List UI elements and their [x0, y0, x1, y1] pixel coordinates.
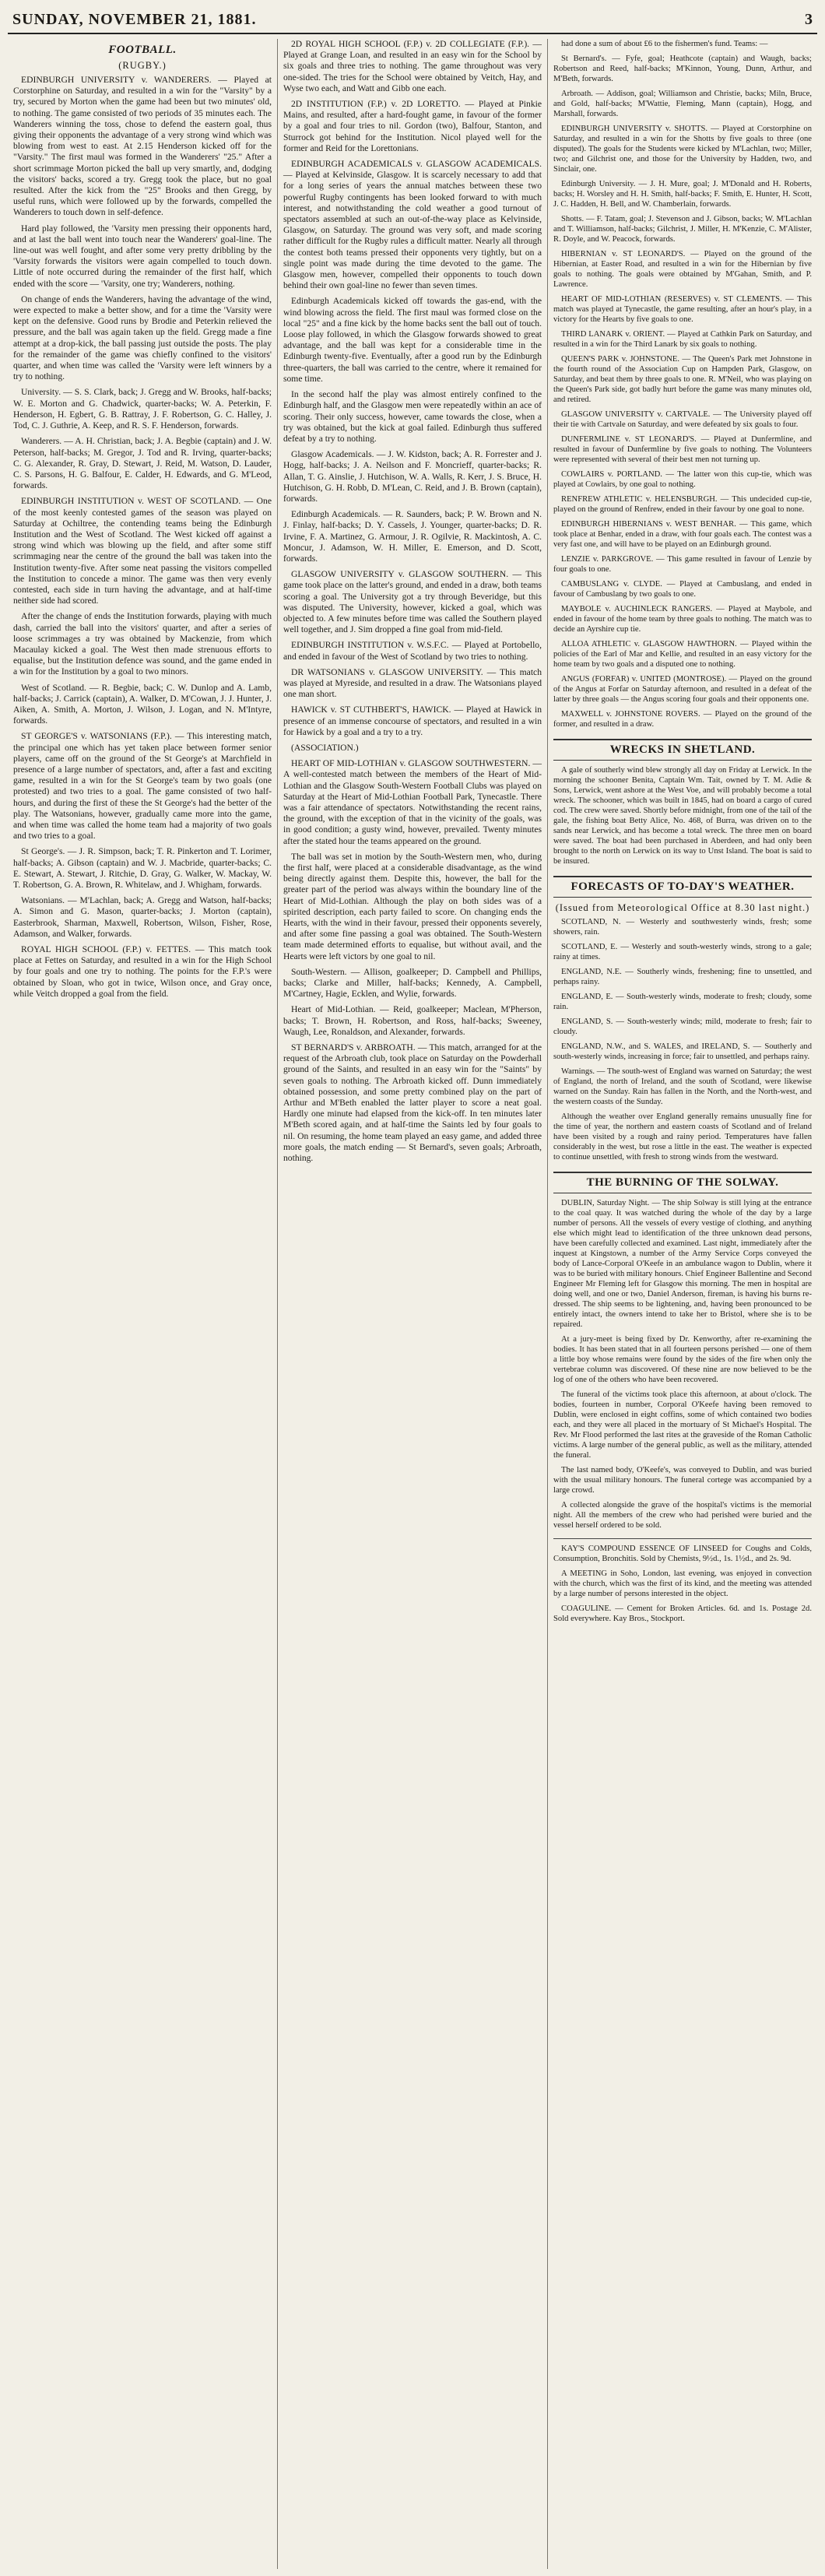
paragraph: ENGLAND, S. — South-westerly winds; mild, moderate to fresh; fair to cloudy. [553, 1017, 812, 1036]
article-columns [8, 39, 817, 2569]
paragraph: COWLAIRS v. PORTLAND. — The latter won this cup-tie, which was played at Cowlairs, by one goal to nothing. [553, 470, 812, 489]
paragraph: A gale of southerly wind blew strongly all day on Friday at Lerwick. In the morning the schooner Benita, Captain Wm. Tait, owned by T. M. Adie & Sons, Lerwick, went ashore at the West Voe, and will probably become a total wreck. The schooner, which was built in 1845, had on board a cargo of cured cod. The crew were saved. Shortly before midnight, from one of the tail of the gale, the fishing boat Betty Alice, No. 468, of Burra, was driven on to the sands near Lerwick, and has become a total wreck. The three men on board were saved. The boat had been purchased in Aberdeen, and had only been brought to the north on Lerwick on its way to Unst Island. The boat is said to be insured. [553, 766, 812, 866]
paragraph: Glasgow Academicals. — J. W. Kidston, back; A. R. Forrester and J. Hogg, half-backs; J. A. Neilson and F. Moncrieff, quarter-backs; R. Allan, T. G. Ainslie, J. Hutchison, W. A. Walls, R. Kerr, J. S. Bruce, H. Hutchison, G. H. Robb, D. M'Lean, C. Reid, and J. B. Brown (captain), forwards. [283, 449, 542, 504]
article-section [283, 39, 542, 1164]
column-3 [548, 39, 817, 2569]
section-heading: FOOTBALL. [108, 44, 177, 56]
article-section [553, 739, 812, 866]
paragraph: After the change of ends the Institution forwards, playing with much dash, carried the ball into the visitors' quarter, and after a series of loose scrimmages a try was obtained by Mackenzie, from which Macaulay kicked a goal. The West then made strenuous efforts to equalise, but the Institution defence was sound, and the game ended in a win for the Institution by a goal to two minors. [13, 611, 272, 677]
paragraph: LENZIE v. PARKGROVE. — This game resulted in favour of Lenzie by four goals to one. [553, 555, 812, 574]
paragraph: THIRD LANARK v. ORIENT. — Played at Cathkin Park on Saturday, and resulted in a win for the Third Lanark by six goals to nothing. [553, 330, 812, 349]
paragraph: EDINBURGH UNIVERSITY v. WANDERERS. — Played at Corstorphine on Saturday, and resulted in a win for the "Varsity" by a try, secured by Morton when the game had been but two minutes' old, to nothing. The game consisted of two periods of 35 minutes each. The Wanderers winning the toss, chose to defend the eastern goal, thus giving their opponents the advantage of a very strong wind which was blowing from west to east. At 2.15 Henderson kicked off for the "Varsity." The first maul was formed in the Wanderers' "25." After a short scrimmage Morton picked the ball up very smartly, and, dodging the visitors' backs, scored a try. Gregg took the place, but no goal resulted. After the kick from the "25" Brooks and then Gregg, by useful runs, which were followed up by the forwards, compelled the Wanderers to touch down in self-defence. [13, 75, 272, 218]
paragraph: ROYAL HIGH SCHOOL (F.P.) v. FETTES. — This match took place at Fettes on Saturday, and resulted in a win for the High School by four goals and one try to nothing. The points for the F.P.'s were obtained by Sloan, who got in twice, Wilson once, and Gray once, while Veitch dropped a goal from the field. [13, 944, 272, 999]
paragraph: SCOTLAND, N. — Westerly and southwesterly winds, fresh; some showers, rain. [553, 918, 812, 937]
paragraph: QUEEN'S PARK v. JOHNSTONE. — The Queen's Park met Johnstone in the fourth round of the Association Cup on Hampden Park, Glasgow, on Saturday, and beat them by three goals to one. R. M'Neil, who was playing on the Queen's Park side, got badly hurt before the game was many minutes old, and retired. [553, 355, 812, 404]
paragraph: HEART OF MID-LOTHIAN (RESERVES) v. ST CLEMENTS. — This match was played at Tynecastle, the game resulting, after an hour's play, in a victory for the Hearts by five goals to one. [553, 295, 812, 324]
masthead [8, 6, 817, 34]
paragraph: ST BERNARD'S v. ARBROATH. — This match, arranged for at the request of the Arbroath club, took place on Saturday on the Powderhall ground of the Saints, and resulted in an easy win for the "Saints" by seven goals to nothing. The Arbroath kicked off. Dunn immediately obtained possession, and some pretty combined play on the part of Arthur and M'Beth enabled the latter player to score a neat goal. Hardly one minute had elapsed from the kick-off. In ten minutes later M'Beth scored again, and at half-time the Saints led by four goals to nil. On resuming, the home team played an easy game, and added three more goals, the match ending — St Bernard's, seven goals; Arbroath, nothing. [283, 1042, 542, 1164]
paragraph: EDINBURGH HIBERNIANS v. WEST BENHAR. — This game, which took place at Benhar, ended in a draw, with four goals each. The contest was a very fast one, and will have to be played on an Edinburgh ground. [553, 520, 812, 549]
paragraph: St Bernard's. — Fyfe, goal; Heathcote (captain) and Waugh, backs; Robertson and Reed, half-backs; M'Kinnon, Young, Dunn, Arthur, and M'Beth, forwards. [553, 54, 812, 83]
paragraph: CAMBUSLANG v. CLYDE. — Played at Cambuslang, and ended in favour of Cambuslang by two goals to one. [553, 580, 812, 599]
paragraph: GLASGOW UNIVERSITY v. CARTVALE. — The University played off their tie with Cartvale on Saturday, and were defeated by six goals to four. [553, 410, 812, 429]
paragraph: EDINBURGH ACADEMICALS v. GLASGOW ACADEMICALS. — Played at Kelvinside, Glasgow. It is scarcely necessary to add that for a long series of years the annual matches between these two powerful Rugby contingents has been looked forward to with much interest, and notwithstanding the cold weather a good turnout of spectators assembled at such an out-of-the-way place as Kelvinside, Glasgow, on Saturday. The ground was very soft, and made scoring rather difficult for the Rugby rules a difficult matter. Nearly all through the contest both teams pressed their opponents very tightly, but on a single point was made during the time devoted to the game. The Glasgow men, however, compelled their opponents to touch down behind their own goal-line no fewer than seven times. [283, 159, 542, 291]
paragraph: MAXWELL v. JOHNSTONE ROVERS. — Played on the ground of the former, and resulted in a draw. [553, 710, 812, 729]
column-1 [8, 39, 278, 2569]
paragraph: ANGUS (FORFAR) v. UNITED (MONTROSE). — Played on the ground of the Angus at Forfar on Saturday afternoon, and resulted in a defeat of the latter by three goals — the Angus scoring four goals and their opponents one. [553, 675, 812, 704]
paragraph: The last named body, O'Keefe's, was conveyed to Dublin, and was buried with the usual military honours. The funeral cortege was accompanied by a large crowd. [553, 1466, 812, 1495]
paragraph: DUBLIN, Saturday Night. — The ship Solway is still lying at the entrance to the coal quay. It was watched during the whole of the day by a large number of persons. All the vessels of every vestige of clothing, and anything else which might lead to identification of the three unknown dead persons, have been carefully collected and examined. Last night, immediately after the inquest at Kingstown, a number of the Army Service Corps conveyed the body of Lance-Corporal O'Keefe in an ambulance wagon to Dublin, where it was to be buried with military honours. Chief Engineer Ballentine and Second Engineer Mr Fleming left for Glasgow this morning. The men in hospital are doing well, and one or two, Daniel Anderson, fireman, is having his burns re-dressed. The ship seems to be lightening, and, having been pronounced to be entirely intact, the owners intend to take her to Bristol, where she is to be repaired. [553, 1199, 812, 1329]
paragraph: Heart of Mid-Lothian. — Reid, goalkeeper; Maclean, M'Pherson, backs; T. Brown, H. Robertson, and Ross, half-backs; Sweeney, Waugh, Lee, Ronaldson, and Alexander, forwards. [283, 1004, 542, 1037]
paragraph: KAY'S COMPOUND ESSENCE OF LINSEED for Coughs and Colds, Consumption, Bronchitis. Sold by Chemists, 9½d., 1s. 1½d., and 2s. 9d. [553, 1545, 812, 1563]
paragraph: HEART OF MID-LOTHIAN v. GLASGOW SOUTHWESTERN. — A well-contested match between the members of the Heart of Mid-Lothian and the Glasgow South-Western Football Clubs was played on Saturday at the Heart of Mid-Lothian Football Park, Tynecastle. There was a fair attendance of spectators. Notwithstanding the recent rains, the ground, with the exception of that in the vicinity of the goals, was in good condition; a gusty wind, however, prevailed. Twenty minutes after the stated hour the teams appeared on the ground. [283, 758, 542, 846]
paragraph: ST GEORGE'S v. WATSONIANS (F.P.). — This interesting match, the principal one which has yet taken place between former senior players, came off on the ground of the St George's at Marchfield in presence of a large number of spectators, and, after a fast and exciting game, resulted in a win for the St George's team by two goals (one protested) and two tries to a goal. The game consisted of two half-hours, and during the first of these the St George's had the better of the play. The Watsonians, however, gradually came more into the game, and when time was called the home team had a majority of two goals and two tries to a goal. [13, 731, 272, 842]
column-2 [278, 39, 548, 2569]
paragraph: The ball was set in motion by the South-Western men, who, during the first half, were placed at a considerable disadvantage, as the wind being directly against them. Despite this, however, the ball for the greater part of the period was always within the boundary line of the Heart of Mid-Lothian. Although the play on both sides was of a spirited description, each party failed to score. On changing ends the Hearts, with the wind in their favour, pressed their opponents severely, and after some fine passing a goal was obtained. The South-Western team made determined efforts to equalise, but without avail, and the Hearts were left victors by one goal to nil. [283, 851, 542, 961]
paragraph: COAGULINE. — Cement for Broken Articles. 6d. and 1s. Postage 2d. Sold everywhere. Kay Bros., Stockport. [553, 1604, 812, 1623]
paragraph: University. — S. S. Clark, back; J. Gregg and W. Brooks, half-backs; W. E. Morton and G. Chadwick, quarter-backs; W. A. Peterkin, F. Henderson, H. Egbert, G. B. Rattray, J. F. Robertson, G. C. Halley, J. Tod, C. J. Guthrie, A. Keep, and R. S. F. Henderson, forwards. [13, 387, 272, 431]
paragraph: Hard play followed, the 'Varsity men pressing their opponents hard, and at last the ball went into touch near the Wanderers' goal-line. The line-out was well fought, and after some very pretty dribbling by the 'Varsity forwards the visitors were again compelled to touch down. Little of note occurred during the remainder of the first half, which ended with the score — 'Varsity, one try; Wanderers, nothing. [13, 223, 272, 289]
paragraph: Shotts. — F. Tatam, goal; J. Stevenson and J. Gibson, backs; W. M'Lachlan and T. Williamson, half-backs; Gilchrist, J. Miller, H. M'Kenzie, C. M'Alister, R. Doyle, and W. Peacock, forwards. [553, 215, 812, 244]
paragraph: had done a sum of about £6 to the fishermen's fund. Teams: — [561, 40, 768, 48]
paragraph: South-Western. — Allison, goalkeeper; D. Campbell and Phillips, backs; Clarke and Miller, half-backs; Kennedy, A. Campbell, M'Cartney, Hagie, Ecklen, and Wylie, forwards. [283, 966, 542, 1000]
advertisements [553, 1538, 812, 1624]
page-number: 3 [805, 10, 813, 28]
paragraph: EDINBURGH INSTITUTION v. WEST OF SCOTLAND. — One of the most keenly contested games of the season was played on Saturday at Ochiltree, the contending teams being the Edinburgh Institution and the West of Scotland. The West kicked off against a strong wind which was blowing up the field, and after some stiff scrimmaging near the centre of the ground the ball was taken into the Institution twenty-five. After some neat passing the visitors compelled the Institution to concede a minor. The game was then very evenly contested, each side in turn having the advantage, and at half-time neither side had scored. [13, 496, 272, 606]
paragraph: DR WATSONIANS v. GLASGOW UNIVERSITY. — This match was played at Myreside, and resulted in a draw. The Watsonians played one man short. [283, 666, 542, 700]
paragraph: Arbroath. — Addison, goal; Williamson and Christie, backs; Miln, Bruce, and Gold, half-backs; M'Wattie, Fleming, Mann (captain), Hogg, and Marshall, forwards. [553, 90, 812, 118]
article-section [13, 44, 272, 1000]
issue-date: SUNDAY, NOVEMBER 21, 1881. [12, 10, 257, 28]
paragraph: Although the weather over England generally remains unusually fine for the time of year, the northern and eastern coasts of Scotland and of Ireland have been visited by a rough and rainy period. Temperatures have fallen considerably in the west, but rose a little in the east. The weather is expected to continue unsettled, with fresh to strong winds from the westward. [553, 1112, 812, 1161]
section-heading: THE BURNING OF THE SOLWAY. [553, 1172, 812, 1193]
paragraph: Wanderers. — A. H. Christian, back; J. A. Begbie (captain) and J. W. Peterson, half-backs; M. Gregor, J. Tod and R. Irving, quarter-backs; C. G. Alexander, R. Gray, D. Stewart, J. Reid, M. Watson, D. Lauder, C. S. Parsons, H. G. Balfour, E. Calder, H. Edwards, and G. M'Leod, forwards. [13, 436, 272, 491]
paragraph: GLASGOW UNIVERSITY v. GLASGOW SOUTHERN. — This game took place on the latter's ground, and ended in a draw, both teams scoring a goal. The University got a try through Beveridge, but this was disputed. The University, however, kicked a goal, which was objected to. A few minutes before time was called the Southern played well together, and J. Sim dropped a fine goal from mid-field. [283, 569, 542, 635]
paragraph: ENGLAND, E. — South-westerly winds, moderate to fresh; cloudy, some rain. [553, 993, 812, 1011]
article-section [553, 876, 812, 1162]
paragraph: ALLOA ATHLETIC v. GLASGOW HAWTHORN. — Played within the policies of the Earl of Mar and Kellie, and resulted in an easy victory for the home team by two goals and a disputed one to nothing. [553, 640, 812, 669]
paragraph: A collected alongside the grave of the hospital's victims is the memorial night. All the members of the crew who had perished were buried and the vessel herself ordered to be sold. [553, 1501, 812, 1530]
paragraph: Warnings. — The south-west of England was warned on Saturday; the west of England, the north of Ireland, and the south of Scotland, were likewise warned on the Sunday. Rain has fallen in the North, and the North-west, and the western coasts of the Sunday. [553, 1067, 812, 1106]
paragraph: In the second half the play was almost entirely confined to the Edinburgh half, and the Glasgow men were repeatedly within an ace of scoring. Their only success, however, came towards the close, when a try was obtained, but the kick at goal failed. Edinburgh thus suffered defeat by a try to nothing. [283, 389, 542, 444]
article-section [553, 1172, 812, 1530]
paragraph: 2D INSTITUTION (F.P.) v. 2D LORETTO. — Played at Pinkie Mains, and resulted, after a hard-fought game, in favour of the former by a goal and four tries to nil. Gordon (two), Balfour, Stanton, and Sturrock got behind for the Institution. Nicol played well for the former and Reid for the Lorettonians. [283, 99, 542, 153]
paragraph: A MEETING in Soho, London, last evening, was enjoyed in convection with the church, which was the first of its kind, and the meeting was attended by a large number of persons interested in the object. [553, 1569, 812, 1598]
paragraph: Edinburgh Academicals. — R. Saunders, back; P. W. Brown and N. J. Finlay, half-backs; D. Y. Cassels, J. Younger, quarter-backs; D. R. Irvine, F. A. Martinez, G. Armour, J. R. Ogilvie, R. Mackintosh, A. C. Moncur, J. Adamson, W. H. Miller, E. Emerson, and D. Scott, forwards. [283, 509, 542, 564]
section-subheading: (RUGBY.) [118, 60, 167, 71]
section-subheading: (Issued from Meteorological Office at 8.30 last night.) [555, 902, 810, 913]
paragraph: ENGLAND, N.W., and S. WALES, and IRELAND, S. — Southerly and south-westerly winds, increasing in force; fair to unsettled, and perhaps rainy. [553, 1042, 812, 1061]
paragraph: St George's. — J. R. Simpson, back; T. R. Pinkerton and T. Lorimer, half-backs; A. Gibson (captain) and W. J. Macbride, quarter-backs; C. E. Stewart, A. Stewart, J. Ritchie, D. Gray, G. Walker, W. Mackay, W. T. Robertson, G. A. Brown, R. Whitelaw, and J. Whigham, forwards. [13, 846, 272, 891]
paragraph: SCOTLAND, E. — Westerly and south-westerly winds, strong to a gale; rainy at times. [553, 943, 812, 961]
paragraph: EDINBURGH UNIVERSITY v. SHOTTS. — Played at Corstorphine on Saturday, and resulted in a win for the Shotts by five goals to three (one disputed). The goals for the Students were kicked by M'Lachlan, two; Miller, two; and Gilchrist one, and those for the University by Hadden, two, and Sinclair, one. [553, 125, 812, 174]
paragraph: RENFREW ATHLETIC v. HELENSBURGH. — This undecided cup-tie, played on the ground of Renfrew, ended in their favour by one goal to none. [553, 495, 812, 514]
paragraph: West of Scotland. — R. Begbie, back; C. W. Dunlop and A. Lamb, half-backs; J. Carrick (captain), A. Walker, D. M'Cowan, J. J. Hunter, J. Aiken, A. Smith, A. Morton, J. Wilson, J. Logan, and N. M'Intyre, forwards. [13, 682, 272, 726]
paragraph: HIBERNIAN v. ST LEONARD'S. — Played on the ground of the Hibernian, at Easter Road, and resulted in a win for the Hibernian by five goals to nothing. The goals were obtained by M'Gahan, Smith, and P. Lawrence. [553, 250, 812, 289]
paragraph: Edinburgh Academicals kicked off towards the gas-end, with the wind blowing across the field. The first maul was formed close on the local "25" and a fine kick by the home backs sent the ball out of touch. Loose play followed, in which the Glasgow forwards showed to great advantage, and the ball was kept for a considerable time in the Edinburgh twenty-five. Eventually, after a good run by the Edinburgh three-quarters, the ball was carried to the centre, where it remained for some time. [283, 296, 542, 384]
section-heading: FORECASTS OF TO-DAY'S WEATHER. [553, 876, 812, 898]
paragraph: EDINBURGH INSTITUTION v. W.S.F.C. — Played at Portobello, and ended in favour of the West of Scotland by two tries to nothing. [283, 640, 542, 662]
paragraph: On change of ends the Wanderers, having the advantage of the wind, were expected to make a better show, and for a time the 'Varsity were kept on the defensive. Good runs by Brodie and Peterkin relieved the pressure, and the ball was again taken up the field. Gregg made a fine attempt at a drop-kick, the ball passing just outside the posts. The play for the remainder of the game was chiefly confined to the visitors' quarter, and when time was called the 'Varsity were left winners by a try to nothing. [13, 293, 272, 382]
paragraph: (ASSOCIATION.) [291, 742, 359, 753]
article-section [553, 39, 812, 729]
section-heading: WRECKS IN SHETLAND. [553, 739, 812, 761]
paragraph: Edinburgh University. — J. H. Mure, goal; J. M'Donald and H. Roberts, backs; H. Worsley and H. H. Smith, half-backs; F. Smith, E. Hunter, H. Scott, J. C. Hadden, H. Bell, and W. Chamberlain, forwards. [553, 180, 812, 209]
paragraph: 2D ROYAL HIGH SCHOOL (F.P.) v. 2D COLLEGIATE (F.P.). — Played at Grange Loan, and resulted in an easy win for the School by six goals and three tries to nothing. The game throughout was very one-sided. The tries for the School were obtained by Veitch, Hay, and Wyse two each, and Watt and Gibb one each. [283, 39, 542, 93]
paragraph: DUNFERMLINE v. ST LEONARD'S. — Played at Dunfermline, and resulted in favour of Dunfermline by five goals to nothing. The Volunteers were represented with several of their best men not turning up. [553, 435, 812, 464]
paragraph: The funeral of the victims took place this afternoon, at about o'clock. The bodies, fourteen in number, Corporal O'Keefe having been removed to Dublin, were enclosed in eight coffins, some of which contained two bodies each, and they were all placed in the mortuary of St Michael's Hospital. The Rev. Mr Flood performed the last rites at the graveside of the Roman Catholic victims. A large number of the general public, as well as the military, attended the funeral. [553, 1390, 812, 1460]
paragraph: ENGLAND, N.E. — Southerly winds, freshening; fine to unsettled, and perhaps rainy. [553, 968, 812, 986]
paragraph: MAYBOLE v. AUCHINLECK RANGERS. — Played at Maybole, and ended in favour of the home team by three goals to nothing. The match was to decide an Ayrshire cup tie. [553, 605, 812, 634]
paragraph: Watsonians. — M'Lachlan, back; A. Gregg and Watson, half-backs; A. Simon and G. Mason, quarter-backs; J. Morton (captain), Easterbrook, Sharman, Maxwell, Robertson, Wilson, Fisher, Rose, Adamson, and Walker, forwards. [13, 895, 272, 939]
paragraph: At a jury-meet is being fixed by Dr. Kenworthy, after re-examining the bodies. It has been stated that in all fourteen persons perished — one of them a little boy whose remains were found by the sides of the fire when only the vertebrae column was discovered. Of these nine are now believed to be the log of one of the others who have been recovered. [553, 1335, 812, 1384]
paragraph: HAWICK v. ST CUTHBERT'S, HAWICK. — Played at Hawick in presence of an immense concourse of spectators, and resulted in a win for Hawick by a goal and a try to a try. [283, 705, 542, 737]
